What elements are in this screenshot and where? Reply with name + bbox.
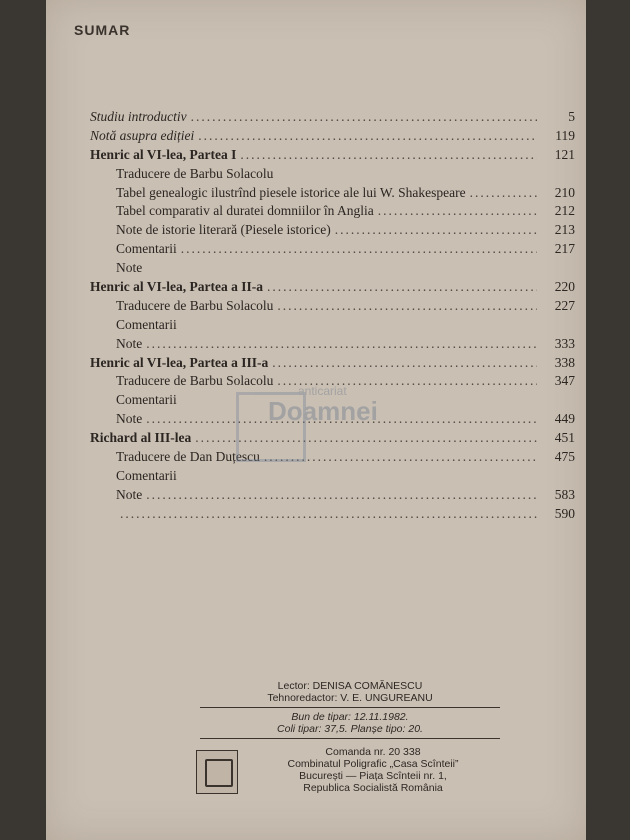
toc-entry-page-number: 220 xyxy=(554,279,575,295)
toc-entry xyxy=(90,335,575,354)
printing-house-text xyxy=(248,746,498,794)
toc-entry-title: Studiu introductiv xyxy=(90,109,187,124)
toc-leader-dots xyxy=(470,184,537,203)
toc-entry-title: Traducere de Dan Duțescu xyxy=(116,449,260,465)
toc-entry-page-number: 449 xyxy=(554,411,575,427)
toc-entry-title: Note xyxy=(116,411,143,427)
toc-entry-page-number: 227 xyxy=(554,297,575,313)
toc-leader-dots xyxy=(146,335,537,354)
toc-entry-page-number: 475 xyxy=(554,449,575,465)
page-heading: SUMAR xyxy=(74,22,131,38)
toc-entry-title: Note xyxy=(116,260,143,276)
toc-entry-title: Tabel comparativ al duratei domniilor în Anglia xyxy=(116,203,374,219)
toc-entry xyxy=(90,127,575,146)
colophon-divider-2 xyxy=(200,738,500,739)
toc-entry-title: Traducere de Barbu Solacolu xyxy=(116,165,274,181)
toc-entry-page-number: 338 xyxy=(554,354,575,370)
toc-entry-page-number: 119 xyxy=(555,127,575,143)
toc-entry-page-number: 217 xyxy=(554,241,575,257)
colophon xyxy=(200,680,500,742)
toc-entry xyxy=(90,146,575,165)
toc-entry xyxy=(90,467,575,486)
toc-entry xyxy=(90,202,575,221)
toc-entry-title: Traducere de Barbu Solacolu xyxy=(116,297,274,313)
press-comanda: Comanda nr. 20 338 xyxy=(325,746,421,758)
toc-entry-title: Note xyxy=(116,486,143,502)
toc-entry-page-number: 590 xyxy=(554,505,575,521)
toc-entry-title: Notă asupra ediției xyxy=(90,127,195,143)
toc-leader-dots xyxy=(198,127,537,146)
table-of-contents xyxy=(90,108,575,524)
toc-entry-page-number: 213 xyxy=(554,222,575,238)
toc-entry xyxy=(90,165,575,184)
toc-entry xyxy=(90,108,575,127)
toc-entry xyxy=(90,278,575,297)
toc-entry-page-number: 583 xyxy=(554,486,575,502)
toc-entry xyxy=(90,184,575,203)
colophon-tehnoredactor: Tehnoredactor: V. E. UNGUREANU xyxy=(267,692,433,704)
toc-entry-title: Henric al VI-lea, Partea I xyxy=(90,146,237,162)
toc-entry-title: Richard al III-lea xyxy=(90,430,192,446)
toc-entry-title: Henric al VI-lea, Partea a II-a xyxy=(90,279,263,295)
toc-entry-title: Comentarii xyxy=(116,241,177,257)
press-combinat: Combinatul Poligrafic „Casa Scînteii” xyxy=(287,758,459,770)
toc-entry-page-number: 212 xyxy=(554,203,575,219)
toc-entry xyxy=(90,316,575,335)
toc-leader-dots xyxy=(120,505,537,524)
toc-entry-page-number: 210 xyxy=(554,184,575,200)
toc-leader-dots xyxy=(191,108,537,127)
toc-leader-dots xyxy=(272,354,537,373)
toc-entry xyxy=(90,221,575,240)
toc-entry-title: Comentarii xyxy=(116,316,177,332)
toc-entry-page-number: 5 xyxy=(568,109,575,124)
toc-entry-title: Tabel genealogic ilustrînd piesele istorice ale lui W. Shakespeare xyxy=(116,184,466,200)
colophon-bun-de-tipar: Bun de tipar: 12.11.1982. xyxy=(291,711,409,723)
colophon-divider xyxy=(200,707,500,708)
watermark-text-small: anticariat xyxy=(298,384,347,398)
toc-entry-title: Henric al VI-lea, Partea a III-a xyxy=(90,354,269,370)
watermark-text-large: Doamnei xyxy=(268,396,378,426)
colophon-lector: Lector: DENISA COMĂNESCU xyxy=(277,680,423,692)
toc-entry xyxy=(90,259,575,278)
toc-leader-dots xyxy=(277,297,537,316)
colophon-coli-tipar: Coli tipar: 37,5. Planșe tipo: 20. xyxy=(277,723,423,735)
toc-entry xyxy=(90,505,575,524)
toc-leader-dots xyxy=(378,202,537,221)
toc-entry xyxy=(90,297,575,316)
toc-entry-page-number: 451 xyxy=(554,430,575,446)
toc-leader-dots xyxy=(240,146,537,165)
toc-entry-page-number: 333 xyxy=(554,335,575,351)
printer-logo-icon xyxy=(196,750,238,794)
toc-leader-dots xyxy=(335,221,537,240)
toc-leader-dots xyxy=(146,486,537,505)
toc-entry-page-number: 347 xyxy=(554,373,575,389)
toc-leader-dots xyxy=(267,278,537,297)
toc-entry xyxy=(90,240,575,259)
press-adresa: București — Piața Scînteii nr. 1, xyxy=(299,770,447,782)
toc-entry xyxy=(90,354,575,373)
watermark-logo xyxy=(228,378,378,458)
toc-entry xyxy=(90,486,575,505)
toc-entry-title: Traducere de Barbu Solacolu xyxy=(116,373,274,389)
toc-entry-title: Note xyxy=(116,335,143,351)
toc-entry-title: Comentarii xyxy=(116,467,177,483)
toc-entry-title: Note de istorie literară (Piesele istorice) xyxy=(116,222,331,238)
toc-entry-page-number: 121 xyxy=(554,146,575,162)
toc-entry-title: Comentarii xyxy=(116,392,177,408)
toc-leader-dots xyxy=(181,240,537,259)
press-republica: Republica Socialistă România xyxy=(303,782,443,794)
